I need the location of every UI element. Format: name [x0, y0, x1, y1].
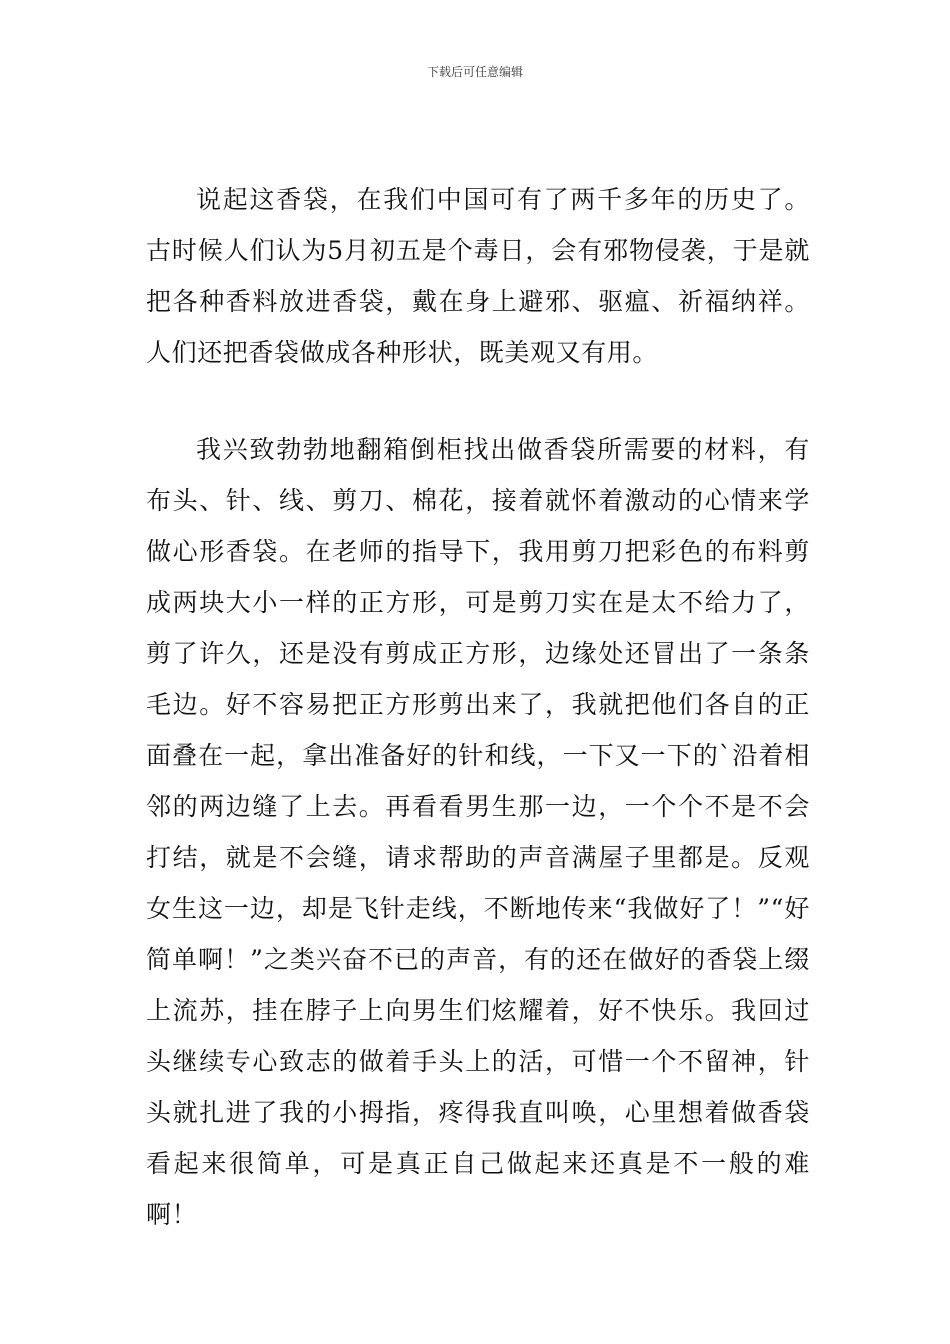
paragraph-making-sachet: 我兴致勃勃地翻箱倒柜找出做香袋所需要的材料，有布头、针、线、剪刀、棉花，接着就怀着激动的心情来学做心形香袋。在老师的指导下，我用剪刀把彩色的布料剪成两块大小一样的正方形，可是剪刀实在是太不给力了，剪了许久，还是没有剪成正方形，边缘处还冒出了一条条毛边。好不容易把正方形剪出来了，我就把他们各自的正面叠在一起，拿出准备好的针和线，一下又一下的`沿着相邻的两边缝了上去。再看看男生那一边，一个个不是不会打结，就是不会缝，请求帮助的声音满屋子里都是。反观女生这一边，却是飞针走线，不断地传来“我做好了！”“好简单啊！”之类兴奋不已的声音，有的还在做好的香袋上缀上流苏，挂在脖子上向男生们炫耀着，好不快乐。我回过头继续专心致志的做着手头上的活，可惜一个不留神，针头就扎进了我的小拇指，疼得我直叫唤，心里想着做香袋看起来很简单，可是真正自己做起来还真是不一般的难啊！	[146, 435, 810, 1229]
paragraph-history: 说起这香袋，在我们中国可有了两千多年的历史了。古时候人们认为5月初五是个毒日，会有邪物侵袭，于是就把各种香料放进香袋，戴在身上避邪、驱瘟、祈福纳祥。人们还把香袋做成各种形状，既美观又有用。	[146, 185, 810, 367]
page-header-note: 下载后可任意编辑	[426, 65, 523, 79]
